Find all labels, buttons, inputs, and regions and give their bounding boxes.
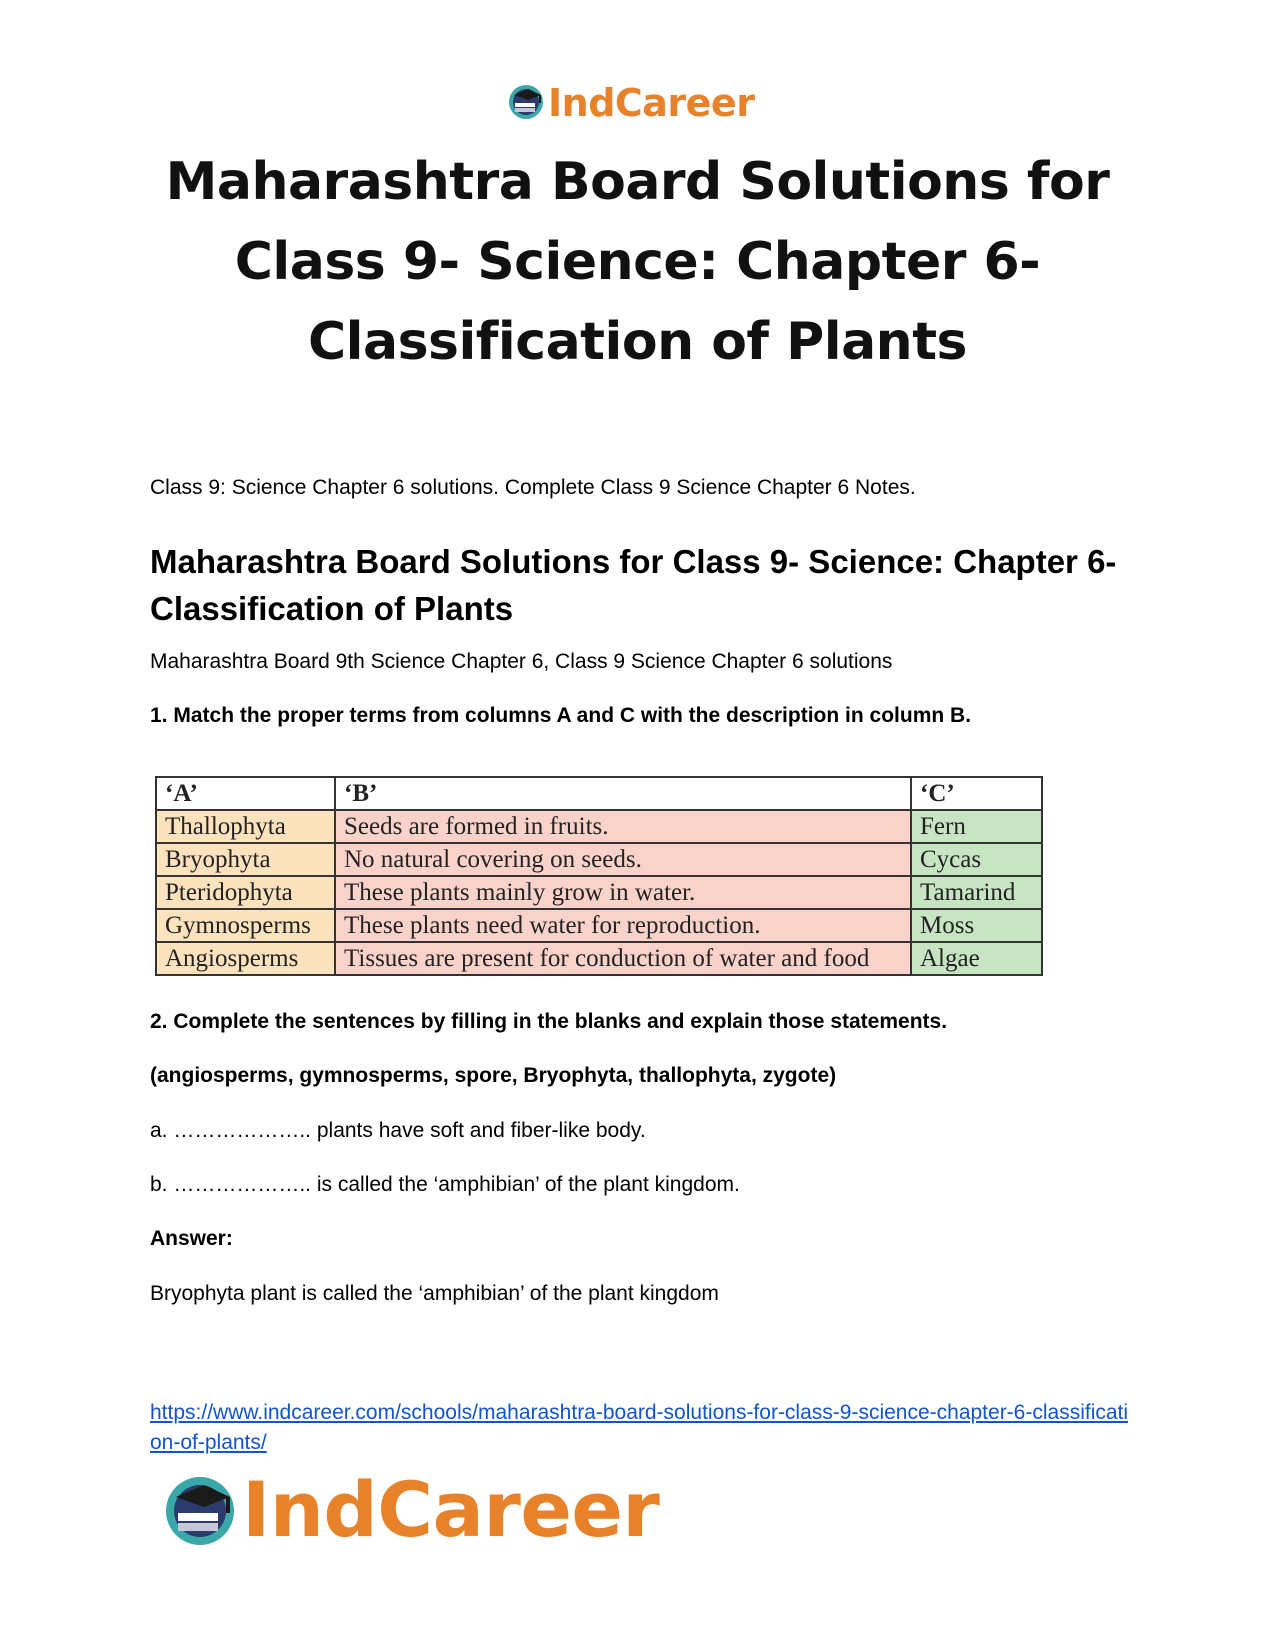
table-row xyxy=(156,876,1042,909)
table-header-cell: ‘C’ xyxy=(911,777,1042,810)
table-cell: Seeds are formed in fruits. xyxy=(335,810,911,843)
blank-item-b: b. ……………….. is called the ‘amphibian’ of the plant kingdom. xyxy=(150,1173,740,1196)
section-heading: Maharashtra Board Solutions for Class 9- Science: Chapter 6- Classification of Plants xyxy=(150,543,1117,627)
table-row xyxy=(156,909,1042,942)
table-cell: Cycas xyxy=(911,843,1042,876)
table-cell: Fern xyxy=(911,810,1042,843)
table-cell: These plants need water for reproduction. xyxy=(335,909,911,942)
table-cell: No natural covering on seeds. xyxy=(335,843,911,876)
table-cell: These plants mainly grow in water. xyxy=(335,876,911,909)
match-table xyxy=(155,776,1043,976)
source-link[interactable]: https://www.indcareer.com/schools/maharashtra-board-solutions-for-class-9-science-chapter-6-classification-of-plants/ xyxy=(150,1401,1129,1454)
table-header-cell: ‘B’ xyxy=(335,777,911,810)
graduation-cap-globe-icon xyxy=(506,81,546,126)
question-2: 2. Complete the sentences by filling in the blanks and explain those statements. xyxy=(150,1010,948,1033)
table-cell: Tamarind xyxy=(911,876,1042,909)
table-header-cell: ‘A’ xyxy=(156,777,335,810)
table-cell: Bryophyta xyxy=(156,843,335,876)
table-cell: Angiosperms xyxy=(156,942,335,975)
brand-logo-bottom xyxy=(160,1465,659,1555)
answer-text: Bryophyta plant is called the ‘amphibian’ of the plant kingdom xyxy=(150,1282,719,1305)
table-cell: Gymnosperms xyxy=(156,909,335,942)
brand-wordmark: IndCareer xyxy=(242,1465,660,1554)
table-cell: Moss xyxy=(911,909,1042,942)
brand-logo-top xyxy=(506,80,754,126)
brand-wordmark: IndCareer xyxy=(548,81,755,125)
table-row xyxy=(156,810,1042,843)
table-cell: Pteridophyta xyxy=(156,876,335,909)
table-row xyxy=(156,843,1042,876)
word-bank: (angiosperms, gymnosperms, spore, Bryophyta, thallophyta, zygote) xyxy=(150,1064,837,1087)
table-cell: Algae xyxy=(911,942,1042,975)
table-cell: Tissues are present for conduction of water and food xyxy=(335,942,911,975)
table-cell: Thallophyta xyxy=(156,810,335,843)
page-title: Maharashtra Board Solutions for Class 9- Science: Chapter 6- Classification of Plants xyxy=(165,152,1110,372)
subtitle-text: Maharashtra Board 9th Science Chapter 6, Class 9 Science Chapter 6 solutions xyxy=(150,650,893,673)
question-1: 1. Match the proper terms from columns A and C with the description in column B. xyxy=(150,704,972,727)
answer-label: Answer: xyxy=(150,1227,233,1250)
table-header-row xyxy=(156,777,1042,810)
graduation-cap-globe-icon xyxy=(160,1467,240,1554)
blank-item-a: a. ……………….. plants have soft and fiber-like body. xyxy=(150,1119,646,1142)
table-row xyxy=(156,942,1042,975)
intro-text: Class 9: Science Chapter 6 solutions. Complete Class 9 Science Chapter 6 Notes. xyxy=(150,476,916,499)
